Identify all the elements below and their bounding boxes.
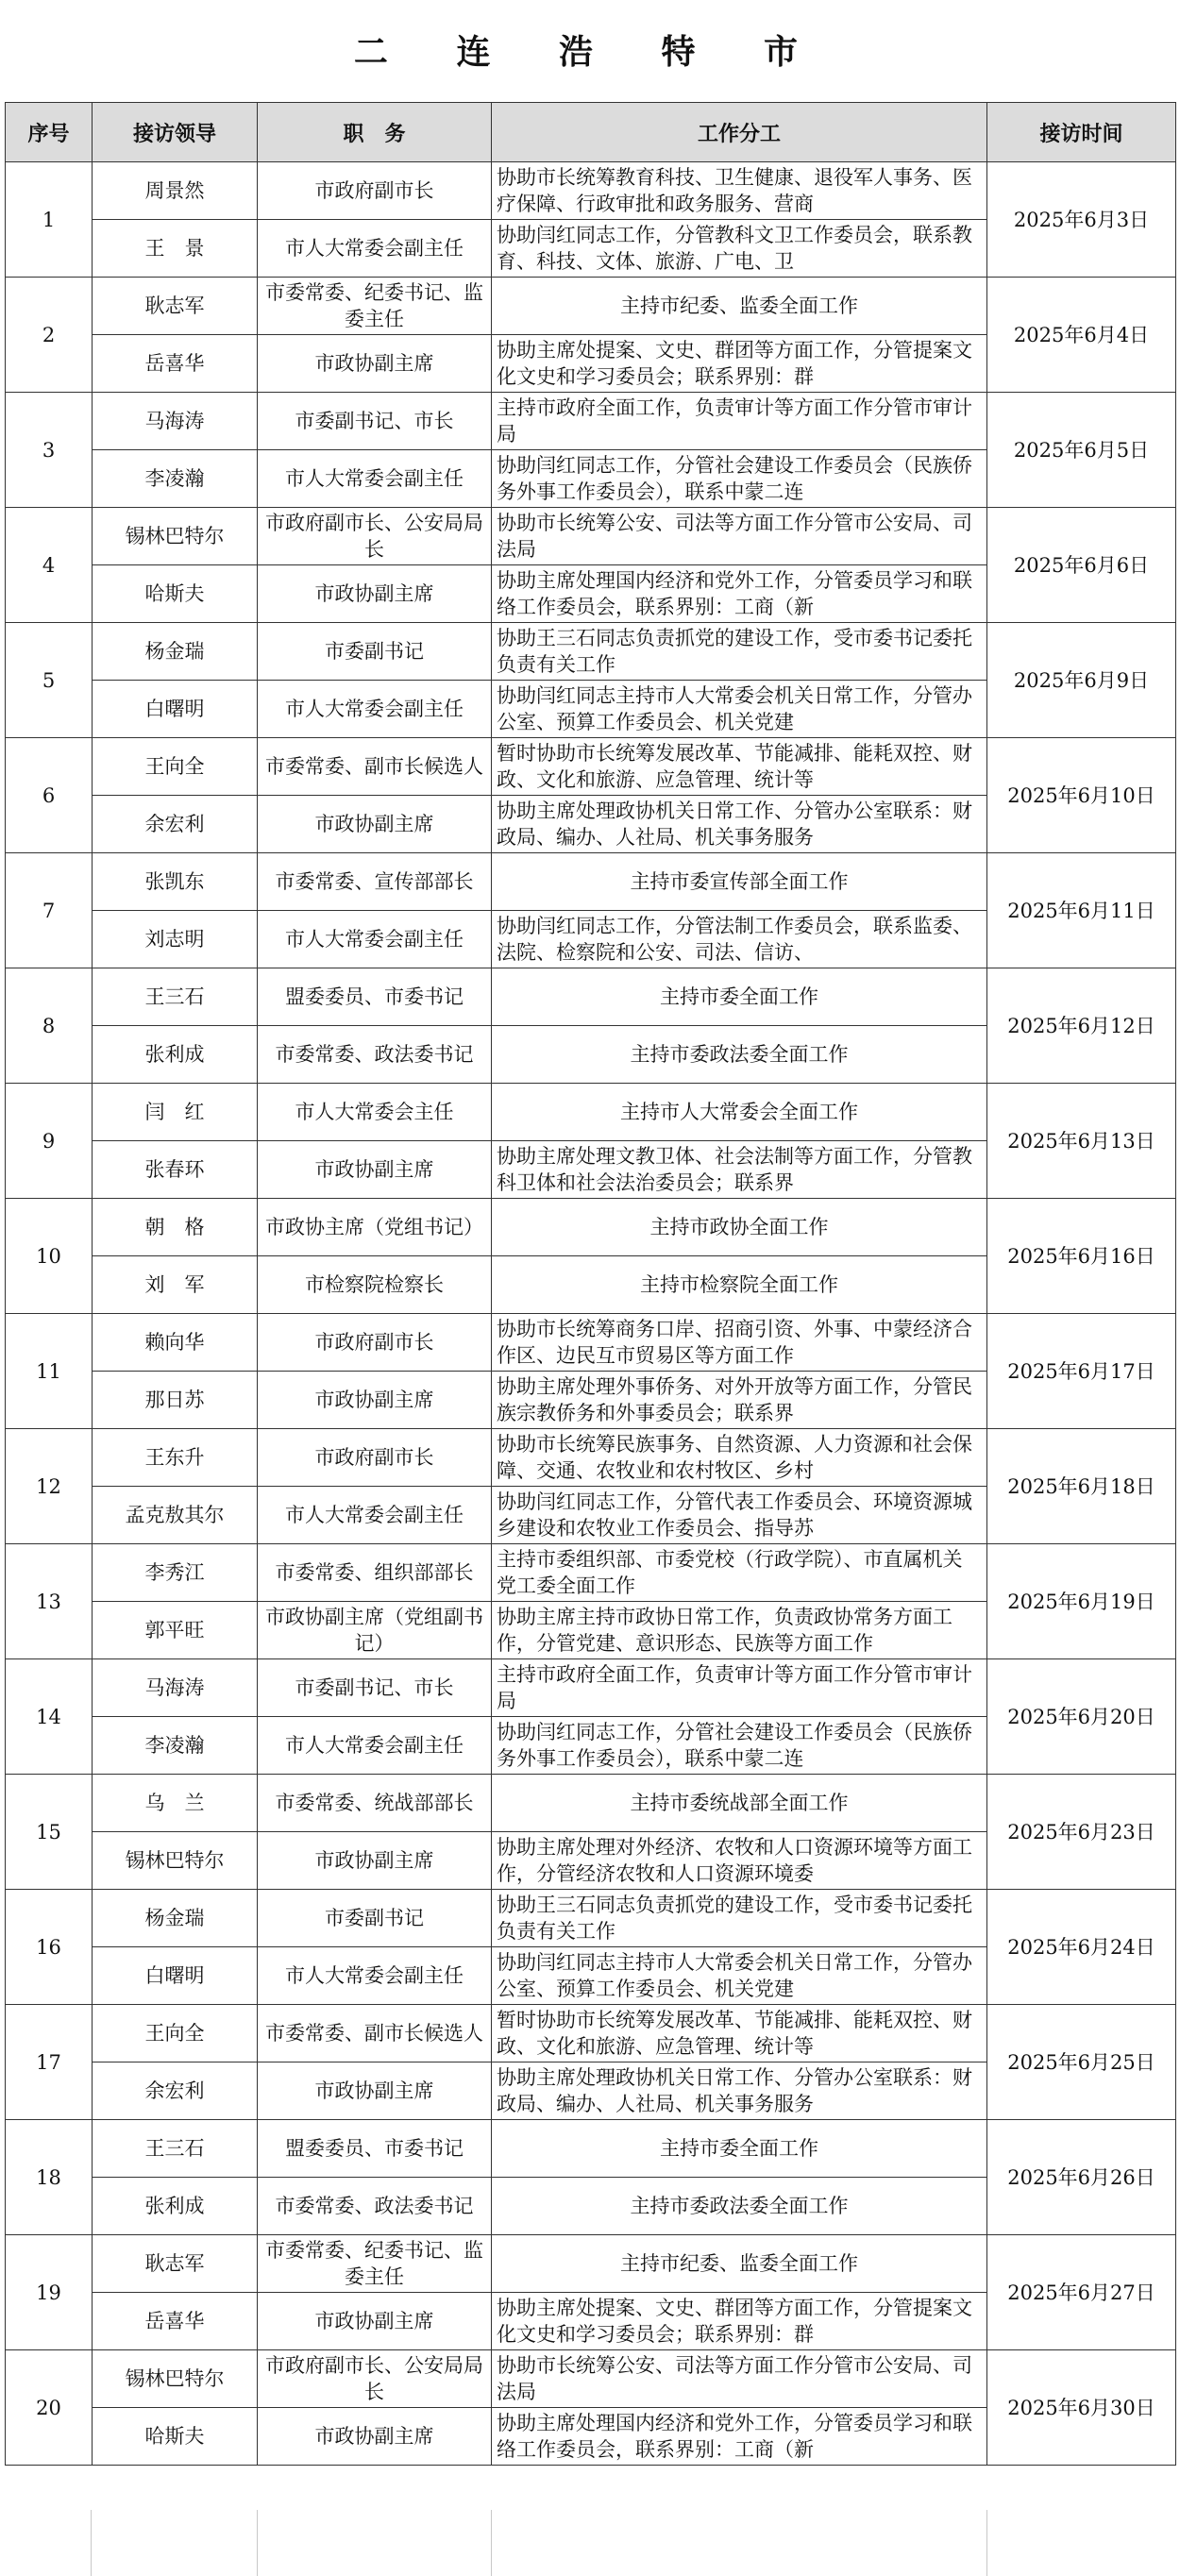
work-cell (492, 2120, 987, 2178)
work-cell (492, 450, 987, 508)
seq-cell: 5 (6, 623, 93, 738)
work-cell (492, 565, 987, 623)
table-row (6, 1544, 1176, 1602)
work-cell (492, 1544, 987, 1602)
work-text: 主持市纪委、监委全面工作 (620, 2252, 858, 2275)
leader-cell: 岳喜华 (93, 335, 258, 393)
work-cell (492, 2005, 987, 2062)
work-text: 主持市政协全面工作 (649, 1216, 829, 1238)
work-text: 协助市长统筹公安、司法等方面工作分管市公安局、司法局 (497, 2354, 972, 2403)
position-text: 市委常委、副市长候选人 (265, 2022, 483, 2045)
position-cell (258, 2005, 492, 2062)
reception-schedule-table (5, 102, 1176, 2466)
date-cell: 2025年6月27日 (987, 2235, 1176, 2350)
work-cell (492, 393, 987, 450)
work-cell (492, 220, 987, 278)
position-text: 市委常委、宣传部部长 (275, 870, 474, 893)
leader-cell: 孟克敖其尔 (93, 1487, 258, 1544)
table-row (6, 1199, 1176, 1256)
date-cell: 2025年6月5日 (987, 393, 1176, 508)
position-cell (258, 853, 492, 911)
work-text: 协助闫红同志工作，分管社会建设工作委员会（民族侨务外事工作委员会），联系中蒙二连 (497, 1721, 972, 1770)
work-text: 主持市检察院全面工作 (640, 1273, 838, 1296)
work-text: 协助主席处理文教卫体、社会法制等方面工作，分管教科卫体和社会法治委员会；联系界 (497, 1145, 972, 1194)
leader-cell: 杨金瑞 (93, 1890, 258, 1947)
position-text: 市委副书记 (325, 1907, 424, 1929)
date-cell: 2025年6月20日 (987, 1659, 1176, 1775)
position-text: 市政府副市长、公安局局长 (265, 512, 483, 561)
date-cell: 2025年6月23日 (987, 1775, 1176, 1890)
leader-cell: 锡林巴特尔 (93, 508, 258, 565)
header-work: 工作分工 (492, 103, 987, 162)
work-text: 暂时协助市长统筹发展改革、节能减排、能耗双控、财政、文化和旅游、应急管理、统计等 (497, 2009, 972, 2058)
seq-cell: 2 (6, 278, 93, 393)
leader-cell: 杨金瑞 (93, 623, 258, 681)
empty-grid-line (986, 2510, 987, 2576)
leader-cell: 王 景 (93, 220, 258, 278)
seq-cell: 8 (6, 968, 93, 1084)
leader-cell: 乌 兰 (93, 1775, 258, 1832)
header-leader: 接访领导 (93, 103, 258, 162)
work-text: 协助主席处提案、文史、群团等方面工作，分管提案文化文史和学习委员会；联系界别：群 (497, 2297, 972, 2346)
position-text: 市委常委、纪委书记、监委主任 (265, 281, 483, 330)
position-cell (258, 2293, 492, 2350)
position-cell (258, 565, 492, 623)
work-cell (492, 853, 987, 911)
seq-cell: 10 (6, 1199, 93, 1314)
position-cell (258, 2178, 492, 2235)
position-text: 市人大常委会副主任 (285, 467, 464, 490)
position-cell (258, 2235, 492, 2293)
leader-cell: 王三石 (93, 968, 258, 1026)
position-text: 市委常委、组织部部长 (275, 1561, 474, 1584)
position-text: 市人大常委会主任 (295, 1101, 454, 1123)
work-cell (492, 796, 987, 853)
position-text: 市检察院检察长 (305, 1273, 444, 1296)
table-row (6, 2005, 1176, 2062)
position-cell (258, 1602, 492, 1659)
table-row (6, 1429, 1176, 1487)
seq-cell: 3 (6, 393, 93, 508)
leader-cell: 白曙明 (93, 1947, 258, 2005)
empty-grid-line (491, 2510, 492, 2576)
position-text: 市政协副主席 (314, 582, 434, 605)
work-text: 暂时协助市长统筹发展改革、节能减排、能耗双控、财政、文化和旅游、应急管理、统计等 (497, 742, 972, 791)
work-cell (492, 1199, 987, 1256)
position-cell (258, 1256, 492, 1314)
position-text: 市委常委、副市长候选人 (265, 755, 483, 778)
position-cell (258, 796, 492, 853)
leader-cell: 锡林巴特尔 (93, 2350, 258, 2408)
table-row (6, 162, 1176, 220)
position-text: 市政协副主席 (314, 2425, 434, 2448)
date-cell: 2025年6月25日 (987, 2005, 1176, 2120)
position-cell (258, 450, 492, 508)
table-row (6, 1890, 1176, 1947)
table-row (6, 968, 1176, 1026)
work-cell (492, 508, 987, 565)
table-row (6, 508, 1176, 565)
position-cell (258, 335, 492, 393)
work-cell (492, 1890, 987, 1947)
position-text: 市人大常委会副主任 (285, 1734, 464, 1757)
position-text: 盟委委员、市委书记 (285, 2137, 464, 2160)
work-cell (492, 2293, 987, 2350)
leader-cell: 哈斯夫 (93, 2408, 258, 2466)
position-text: 市人大常委会副主任 (285, 237, 464, 260)
seq-cell: 20 (6, 2350, 93, 2466)
work-text: 主持市纪委、监委全面工作 (620, 295, 858, 317)
work-text: 协助主席处理政协机关日常工作、分管办公室联系：财政局、编办、人社局、机关事务服务 (497, 2066, 972, 2115)
work-text: 主持市人大常委会全面工作 (620, 1101, 858, 1123)
table-row (6, 853, 1176, 911)
position-text: 市委常委、统战部部长 (275, 1792, 474, 1814)
page-title: 二 连 浩 特 市 (353, 32, 827, 72)
work-cell (492, 1487, 987, 1544)
work-cell (492, 1717, 987, 1775)
position-cell (258, 508, 492, 565)
work-text: 协助闫红同志工作，分管社会建设工作委员会（民族侨务外事工作委员会），联系中蒙二连 (497, 454, 972, 503)
position-cell (258, 1832, 492, 1890)
work-cell (492, 968, 987, 1026)
position-text: 市政协副主席 (314, 1389, 434, 1411)
position-cell (258, 681, 492, 738)
leader-cell: 马海涛 (93, 393, 258, 450)
work-text: 协助主席主持市政协日常工作，负责政协常务方面工作，分管党建、意识形态、民族等方面工作 (497, 1606, 952, 1655)
leader-cell: 张利成 (93, 1026, 258, 1084)
work-text: 协助王三石同志负责抓党的建设工作，受市委书记委托负责有关工作 (497, 627, 972, 676)
position-text: 市政协主席（党组书记） (265, 1216, 483, 1238)
seq-cell: 9 (6, 1084, 93, 1199)
work-cell (492, 1832, 987, 1890)
leader-cell: 耿志军 (93, 2235, 258, 2293)
work-text: 主持市委全面工作 (660, 985, 818, 1008)
leader-cell: 王东升 (93, 1429, 258, 1487)
leader-cell: 赖向华 (93, 1314, 258, 1372)
table-row (6, 1084, 1176, 1141)
position-cell (258, 623, 492, 681)
work-cell (492, 1314, 987, 1372)
date-cell: 2025年6月16日 (987, 1199, 1176, 1314)
work-text: 协助市长统筹公安、司法等方面工作分管市公安局、司法局 (497, 512, 972, 561)
work-cell (492, 1947, 987, 2005)
date-cell: 2025年6月24日 (987, 1890, 1176, 2005)
position-cell (258, 1372, 492, 1429)
work-text: 协助市长统筹教育科技、卫生健康、退役军人事务、医疗保障、行政审批和政务服务、营商 (497, 166, 972, 215)
leader-cell: 张利成 (93, 2178, 258, 2235)
position-cell (258, 2062, 492, 2120)
position-text: 市政府副市长、公安局局长 (265, 2354, 483, 2403)
position-cell (258, 278, 492, 335)
position-cell (258, 1890, 492, 1947)
position-cell (258, 1947, 492, 2005)
position-text: 市政协副主席 (314, 352, 434, 375)
table-row (6, 2120, 1176, 2178)
position-text: 市人大常委会副主任 (285, 1964, 464, 1987)
position-cell (258, 2350, 492, 2408)
leader-cell: 王向全 (93, 2005, 258, 2062)
leader-cell: 闫 红 (93, 1084, 258, 1141)
work-cell (492, 1372, 987, 1429)
seq-cell: 7 (6, 853, 93, 968)
date-cell: 2025年6月13日 (987, 1084, 1176, 1199)
position-text: 市政协副主席 (314, 2310, 434, 2332)
leader-cell: 李凌瀚 (93, 1717, 258, 1775)
empty-grid-line (257, 2510, 258, 2576)
empty-grid-line (91, 2510, 92, 2576)
position-cell (258, 393, 492, 450)
leader-cell: 张凯东 (93, 853, 258, 911)
leader-cell: 张春环 (93, 1141, 258, 1199)
table-row (6, 1659, 1176, 1717)
position-cell (258, 1544, 492, 1602)
position-cell (258, 162, 492, 220)
work-cell (492, 1256, 987, 1314)
seq-cell: 11 (6, 1314, 93, 1429)
table-row (6, 2235, 1176, 2293)
work-text: 主持市委全面工作 (660, 2137, 818, 2160)
position-cell (258, 1659, 492, 1717)
work-text: 协助主席处理对外经济、农牧和人口资源环境等方面工作，分管经济农牧和人口资源环境委 (497, 1836, 972, 1885)
table-row (6, 1775, 1176, 1832)
work-cell (492, 1141, 987, 1199)
work-text: 主持市委宣传部全面工作 (630, 870, 849, 893)
position-text: 市委副书记 (325, 640, 424, 663)
work-text: 主持市委组织部、市委党校（行政学院）、市直属机关党工委全面工作 (497, 1548, 963, 1597)
work-text: 协助闫红同志工作，分管教科文卫工作委员会，联系教育、科技、文体、旅游、广电、卫 (497, 224, 972, 273)
work-text: 协助闫红同志主持市人大常委会机关日常工作，分管办公室、预算工作委员会、机关党建 (497, 1951, 972, 2000)
work-text: 主持市政府全面工作，负责审计等方面工作分管市审计局 (497, 1663, 972, 1712)
position-text: 市人大常委会副主任 (285, 698, 464, 720)
work-cell (492, 1084, 987, 1141)
table-row (6, 2350, 1176, 2408)
work-cell (492, 623, 987, 681)
date-cell: 2025年6月9日 (987, 623, 1176, 738)
date-cell: 2025年6月17日 (987, 1314, 1176, 1429)
work-cell (492, 681, 987, 738)
date-cell: 2025年6月26日 (987, 2120, 1176, 2235)
leader-cell: 白曙明 (93, 681, 258, 738)
header-date: 接访时间 (987, 103, 1176, 162)
position-text: 市委常委、纪委书记、监委主任 (265, 2239, 483, 2288)
position-cell (258, 1141, 492, 1199)
table-row (6, 623, 1176, 681)
position-text: 市委副书记、市长 (295, 410, 454, 432)
position-cell (258, 1717, 492, 1775)
work-text: 协助主席处理政协机关日常工作、分管办公室联系：财政局、编办、人社局、机关事务服务 (497, 800, 972, 849)
seq-cell: 18 (6, 2120, 93, 2235)
work-cell (492, 335, 987, 393)
header-row (6, 103, 1176, 162)
seq-cell: 13 (6, 1544, 93, 1659)
position-text: 市政协副主席（党组副书记） (265, 1606, 483, 1655)
seq-cell: 19 (6, 2235, 93, 2350)
work-text: 协助闫红同志工作，分管法制工作委员会，联系监委、法院、检察院和公安、司法、信访、 (497, 915, 972, 964)
date-cell: 2025年6月19日 (987, 1544, 1176, 1659)
table-row (6, 278, 1176, 335)
leader-cell: 余宏利 (93, 796, 258, 853)
work-cell (492, 1429, 987, 1487)
work-cell (492, 2178, 987, 2235)
position-text: 市政协副主席 (314, 1849, 434, 1872)
position-text: 市政协副主席 (314, 813, 434, 835)
seq-cell: 12 (6, 1429, 93, 1544)
date-cell: 2025年6月11日 (987, 853, 1176, 968)
leader-cell: 刘志明 (93, 911, 258, 968)
position-text: 市政府副市长 (314, 1446, 434, 1469)
work-text: 协助闫红同志工作，分管代表工作委员会、环境资源城乡建设和农牧业工作委员会、指导苏 (497, 1490, 972, 1540)
position-text: 盟委委员、市委书记 (285, 985, 464, 1008)
position-text: 市政协副主席 (314, 1158, 434, 1181)
table-row (6, 1314, 1176, 1372)
seq-cell: 4 (6, 508, 93, 623)
work-cell (492, 2235, 987, 2293)
position-cell (258, 1429, 492, 1487)
date-cell: 2025年6月10日 (987, 738, 1176, 853)
work-text: 协助王三石同志负责抓党的建设工作，受市委书记委托负责有关工作 (497, 1894, 972, 1943)
work-cell (492, 1775, 987, 1832)
work-text: 主持市委政法委全面工作 (630, 2195, 849, 2217)
leader-cell: 王三石 (93, 2120, 258, 2178)
position-cell (258, 2408, 492, 2466)
work-cell (492, 1602, 987, 1659)
position-cell (258, 968, 492, 1026)
seq-cell: 17 (6, 2005, 93, 2120)
work-text: 主持市委统战部全面工作 (630, 1792, 849, 1814)
work-text: 协助主席处理国内经济和党外工作，分管委员学习和联络工作委员会，联系界别：工商（新 (497, 2412, 972, 2461)
work-cell (492, 278, 987, 335)
date-cell: 2025年6月3日 (987, 162, 1176, 278)
position-text: 市政府副市长 (314, 179, 434, 202)
table-body (6, 162, 1176, 2466)
leader-cell: 李凌瀚 (93, 450, 258, 508)
work-cell (492, 2350, 987, 2408)
position-cell (258, 1026, 492, 1084)
position-cell (258, 1775, 492, 1832)
work-cell (492, 738, 987, 796)
position-cell (258, 738, 492, 796)
leader-cell: 刘 军 (93, 1256, 258, 1314)
position-cell (258, 1314, 492, 1372)
date-cell: 2025年6月30日 (987, 2350, 1176, 2466)
leader-cell: 朝 格 (93, 1199, 258, 1256)
table-row (6, 393, 1176, 450)
position-cell (258, 220, 492, 278)
work-text: 主持市委政法委全面工作 (630, 1043, 849, 1066)
date-cell: 2025年6月6日 (987, 508, 1176, 623)
work-cell (492, 911, 987, 968)
date-cell: 2025年6月18日 (987, 1429, 1176, 1544)
position-text: 市人大常委会副主任 (285, 928, 464, 951)
position-text: 市人大常委会副主任 (285, 1504, 464, 1526)
leader-cell: 王向全 (93, 738, 258, 796)
seq-cell: 1 (6, 162, 93, 278)
position-cell (258, 1084, 492, 1141)
header-position: 职 务 (258, 103, 492, 162)
work-text: 协助市长统筹民族事务、自然资源、人力资源和社会保障、交通、农牧业和农村牧区、乡村 (497, 1433, 972, 1482)
header-seq: 序号 (6, 103, 93, 162)
work-text: 协助市长统筹商务口岸、招商引资、外事、中蒙经济合作区、边民互市贸易区等方面工作 (497, 1318, 972, 1367)
work-text: 协助主席处理国内经济和党外工作，分管委员学习和联络工作委员会，联系界别：工商（新 (497, 569, 972, 618)
leader-cell: 郭平旺 (93, 1602, 258, 1659)
leader-cell: 余宏利 (93, 2062, 258, 2120)
work-cell (492, 1659, 987, 1717)
seq-cell: 15 (6, 1775, 93, 1890)
leader-cell: 哈斯夫 (93, 565, 258, 623)
work-cell (492, 162, 987, 220)
position-text: 市委常委、政法委书记 (275, 2195, 474, 2217)
leader-cell: 岳喜华 (93, 2293, 258, 2350)
work-cell (492, 1026, 987, 1084)
position-text: 市政协副主席 (314, 2079, 434, 2102)
leader-cell: 李秀江 (93, 1544, 258, 1602)
leader-cell: 耿志军 (93, 278, 258, 335)
work-text: 协助主席处提案、文史、群团等方面工作，分管提案文化文史和学习委员会；联系界别：群 (497, 339, 972, 388)
leader-cell: 马海涛 (93, 1659, 258, 1717)
work-cell (492, 2062, 987, 2120)
date-cell: 2025年6月12日 (987, 968, 1176, 1084)
position-text: 市委副书记、市长 (295, 1676, 454, 1699)
work-text: 协助闫红同志主持市人大常委会机关日常工作，分管办公室、预算工作委员会、机关党建 (497, 684, 972, 733)
leader-cell: 那日苏 (93, 1372, 258, 1429)
leader-cell: 锡林巴特尔 (93, 1832, 258, 1890)
position-cell (258, 1487, 492, 1544)
position-cell (258, 1199, 492, 1256)
table-row (6, 738, 1176, 796)
work-cell (492, 2408, 987, 2466)
position-text: 市政府副市长 (314, 1331, 434, 1354)
seq-cell: 16 (6, 1890, 93, 2005)
date-cell: 2025年6月4日 (987, 278, 1176, 393)
position-cell (258, 2120, 492, 2178)
position-text: 市委常委、政法委书记 (275, 1043, 474, 1066)
seq-cell: 6 (6, 738, 93, 853)
leader-cell: 周景然 (93, 162, 258, 220)
position-cell (258, 911, 492, 968)
seq-cell: 14 (6, 1659, 93, 1775)
work-text: 协助主席处理外事侨务、对外开放等方面工作，分管民族宗教侨务和外事委员会；联系界 (497, 1375, 972, 1424)
work-text: 主持市政府全面工作，负责审计等方面工作分管市审计局 (497, 396, 972, 446)
